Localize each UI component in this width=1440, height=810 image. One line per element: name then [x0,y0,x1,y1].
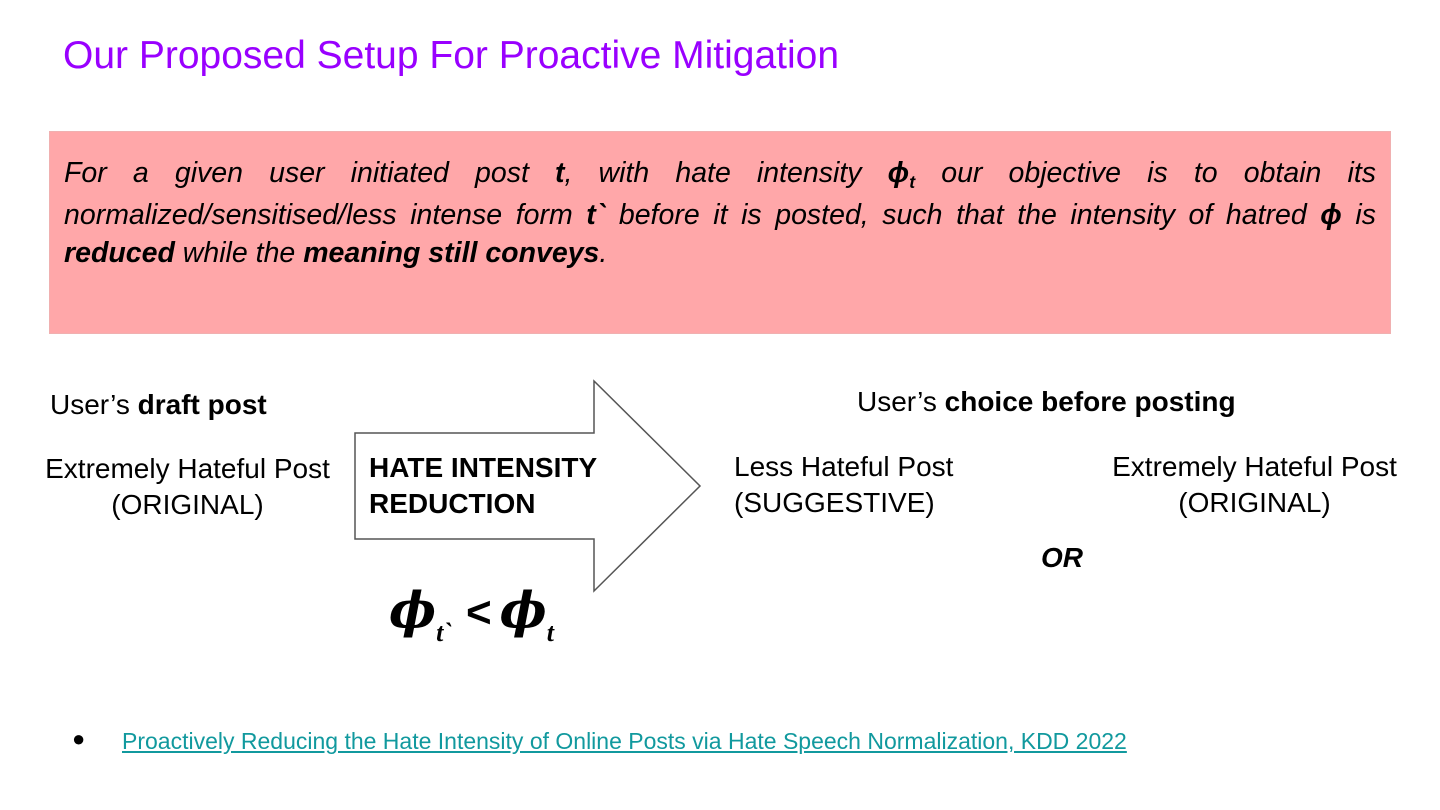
bullet-icon: ● [72,726,86,751]
slide-title: Our Proposed Setup For Proactive Mitigation [63,34,840,77]
emphasis-meaning: meaning still conveys [303,237,600,269]
heading-bold: choice before posting [944,386,1236,417]
original-post-right [1102,449,1407,521]
objective-text-part: , with hate intensity [564,157,888,189]
post-tag: (ORIGINAL) [1178,487,1331,518]
objective-text-part: is [1341,198,1377,231]
post-title: Less Hateful Post [734,451,954,482]
objective-text-part: while the [174,237,304,269]
heading-prefix: User’s [50,389,138,420]
emphasis-reduced: reduced [64,237,175,269]
objective-text-part: . [599,237,608,269]
post-tag: (SUGGESTIVE) [734,487,935,518]
intensity-formula [389,580,554,647]
arrow-label-line1: HATE INTENSITY [369,452,598,483]
arrow-label [369,450,597,522]
formula-less-than: < [465,588,492,637]
heading-prefix: User’s [857,386,945,417]
choice-heading [857,386,1236,418]
formula-phi: ϕ [499,580,547,639]
original-post-left [35,451,340,523]
suggestive-post [734,449,953,521]
or-label: OR [1041,542,1083,573]
reference-link[interactable]: Proactively Reducing the Hate Intensity of Online Posts via Hate Speech Normalization, KDD 2022 [122,728,1127,754]
objective-text-part: our objective is to obtain its normalized/sensitised/less intense form [64,157,1376,231]
post-tag: (ORIGINAL) [111,489,264,520]
heading-bold: draft post [137,389,267,420]
formula-subscript: t [546,618,554,647]
objective-text [64,154,1376,273]
objective-text-part: before it is posted, such that the intensity of hatred [605,198,1321,231]
post-symbol-t: t [555,157,565,189]
post-title: Extremely Hateful Post [45,453,330,484]
phi-subscript: t [909,172,916,193]
arrow-label-line2: REDUCTION [369,488,536,519]
post-title: Extremely Hateful Post [1112,451,1397,482]
objective-box [49,131,1391,334]
draft-post-heading [50,389,267,421]
formula-subscript: t` [436,618,452,647]
formula-phi: ϕ [389,580,437,639]
post-symbol-t-prime: t` [586,198,606,231]
phi-symbol: ϕ [887,157,910,189]
phi-symbol: ϕ [1320,198,1342,231]
objective-text-part: For a given user initiated post [64,157,555,189]
